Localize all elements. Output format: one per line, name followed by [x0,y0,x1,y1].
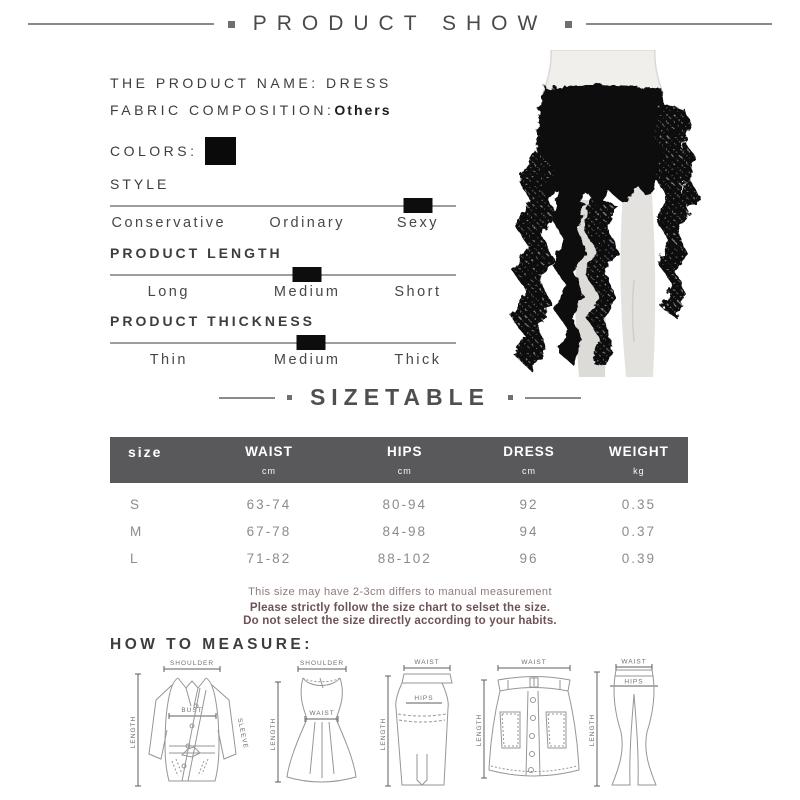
length-label: PRODUCT LENGTH [110,245,283,261]
style-marker [403,198,432,213]
svg-text:HIPS: HIPS [624,678,644,686]
size-notes [0,586,800,628]
ruffle-right [652,104,692,318]
size-table-header-row [110,437,688,483]
table-row-l: L 71-82 88-102 96 0.39 [130,551,656,566]
thickness-option-thin: Thin [149,352,188,368]
svg-text:WAIST: WAIST [621,658,647,666]
length-track [110,274,456,276]
thickness-option-thick: Thick [394,352,442,368]
sizetable-square-left [287,395,292,400]
svg-text:WAIST: WAIST [309,710,335,717]
attribute-style [110,176,456,233]
product-name-label: THE PRODUCT NAME: [110,75,319,91]
product-name-line [110,75,392,91]
page-title: PRODUCT SHOW [252,12,548,35]
color-swatch [205,137,236,165]
thickness-option-medium: Medium [273,352,341,368]
col-hips: HIPS cm [387,444,423,476]
style-slider [110,197,456,214]
size-table [110,437,688,572]
colors-label: COLORS: [110,143,198,159]
svg-text:LENGTH: LENGTH [380,717,387,751]
sizetable-title: SIZETABLE [309,384,491,410]
style-options [110,215,456,233]
length-option-long: Long [147,284,190,300]
measure-figure-dress [268,658,368,795]
sizetable-square-right [508,395,513,400]
measure-figure-pencil-skirt [378,658,466,795]
svg-text:LENGTH: LENGTH [589,713,596,747]
length-marker [293,267,322,282]
col-waist: WAIST cm [245,444,293,476]
svg-text:WAIST: WAIST [414,659,440,666]
style-option-sexy: Sexy [396,215,440,231]
measure-title: HOW TO MEASURE: [110,636,313,653]
length-option-medium: Medium [273,284,341,300]
table-row-s: S 63-74 80-94 92 0.35 [130,497,656,512]
note-line-2: Please strictly follow the size chart to selset the size. [249,602,551,614]
attribute-thickness [110,313,456,370]
mannequin-right-leg [620,178,655,377]
table-row-m: M 67-78 84-98 94 0.37 [130,524,656,539]
attribute-length [110,245,456,302]
length-option-short: Short [394,284,442,300]
svg-text:HIPS: HIPS [414,695,434,702]
header-square-left [228,21,235,28]
thickness-marker [296,335,325,350]
thickness-options [110,352,456,370]
thickness-slider [110,334,456,351]
col-dress: DRESS cm [503,444,555,476]
fabric-value: Others [334,102,392,118]
sizetable-rule-left [219,397,275,399]
product-name-value: DRESS [325,75,392,91]
svg-text:SHOULDER: SHOULDER [299,660,345,667]
svg-text:LENGTH: LENGTH [130,715,137,749]
colors-row [110,137,236,165]
measure-figure-flare-pants [588,658,676,795]
thickness-label: PRODUCT THICKNESS [110,313,316,329]
svg-text:LENGTH: LENGTH [476,713,483,747]
style-option-conservative: Conservative [111,215,227,231]
header-square-right [565,21,572,28]
svg-text:SLEEVE: SLEEVE [235,717,250,750]
length-options [110,284,456,302]
svg-text:BUST: BUST [181,707,203,714]
fabric-label: FABRIC COMPOSITION: [110,102,335,118]
col-weight: WEIGHT kg [608,444,669,476]
note-line-3: Do not select the size directly according to your habits. [243,615,557,627]
product-photo [448,50,748,380]
page-header [0,12,800,36]
header-rule-right [586,23,772,25]
style-label: STYLE [110,176,170,192]
svg-text:SHOULDER: SHOULDER [169,660,215,667]
svg-text:LENGTH: LENGTH [270,717,277,751]
thickness-track [110,342,456,344]
header-rule-left [28,23,214,25]
note-line-1: This size may have 2-3cm differs to manual measurement [248,586,552,598]
svg-text:WAIST: WAIST [521,659,547,666]
style-option-ordinary: Ordinary [269,215,346,231]
measure-figure-mini-skirt [474,658,594,795]
sizetable-header [0,384,800,411]
fabric-line [110,102,392,118]
sizetable-rule-right [525,397,581,399]
measure-figure-jacket [126,658,260,795]
length-slider [110,266,456,283]
col-size: size [128,444,163,460]
